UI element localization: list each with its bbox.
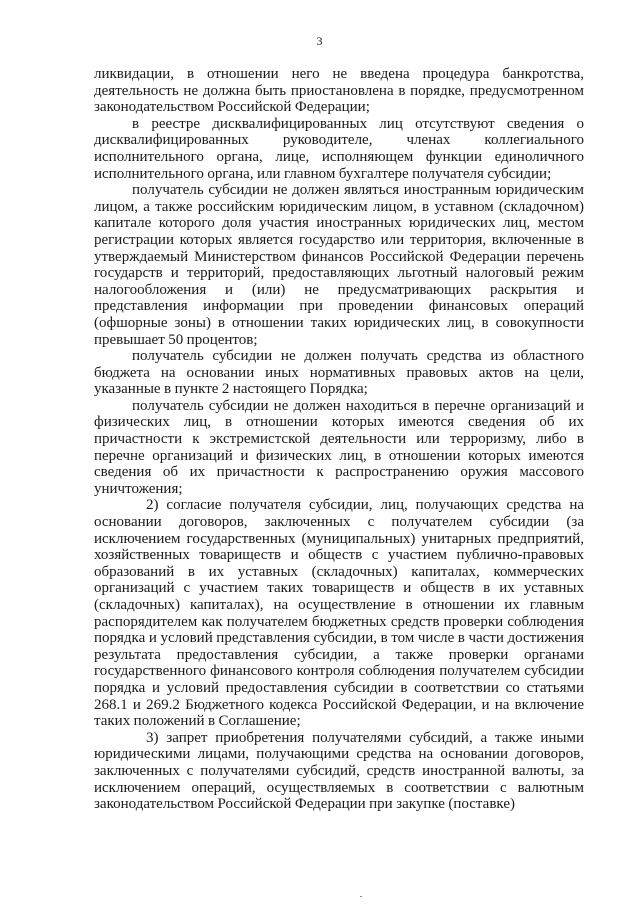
paragraph-item-3-currency-ban: 3) запрет приобретения получателями субсидий, а также иными юридическими лицами, получающими средства на основании договоров, заключенных с получателями субсидий, средств иностранной валюты, за исключением операций, осуществляемых в соответствии с валютным законодательством Российской Федерации при закупке (поставке) xyxy=(94,729,584,813)
paragraph-extremism-list: получатель субсидии не должен находиться в перечне организаций и физических лиц, в отношении которых имеются сведения об их причастности к экстремистской деятельности или терроризму, либо в перечне организаций и физических лиц, в отношении которых имеются сведения об их причастности к распространению оружия массового уничтожения; xyxy=(94,397,584,497)
paragraph-liquidation: ликвидации, в отношении него не введена процедура банкротства, деятельность не должна быть приостановлена в порядке, предусмотренном законодательством Российской Федерации; xyxy=(94,66,584,116)
paragraph-other-budget-funds: получатель субсидии не должен получать средства из областного бюджета на основании иных нормативных правовых актов на цели, указанные в пункте 2 настоящего Порядка; xyxy=(94,348,584,398)
paragraph-foreign-entity: получатель субсидии не должен являться иностранным юридическим лицом, а также российским юридическим лицом, в уставном (складочном) капитале которого доля участия иностранных юридических лиц, местом регистрации которых является государство или территория, включенные в утверждаемый Министерством финансов Российской Федерации перечень государств и территорий, предоставляющих льготный налоговый режим налогообложения и (или) не предусматривающих раскрытия и представления информации при проведении финансовых операций (офшорные зоны) в отношении таких юридических лиц, в совокупности превышает 50 процентов; xyxy=(94,182,584,348)
page-number: 3 xyxy=(316,34,323,48)
paragraph-disqualified-registry: в реестре дисквалифицированных лиц отсутствуют сведения о дисквалифицированных руководителе, членах коллегиального исполнительного органа, лице, исполняющем функции единоличного исполнительного органа, или главном бухгалтере получателя субсидии; xyxy=(94,115,584,182)
document-body xyxy=(94,66,584,813)
scan-speck xyxy=(360,896,362,897)
paragraph-item-2-consent: 2) согласие получателя субсидии, лиц, получающих средства на основании договоров, заключенных с получателем субсидии (за исключением государственных (муниципальных) унитарных предприятий, хозяйственных товариществ и обществ с участием публично-правовых образований в их уставных (складочных) капиталах, коммерческих организаций с участием таких товариществ и обществ в их уставных (складочных) капиталах), на осуществление в отношении их главным распорядителем как получателем бюджетных средств проверки соблюдения порядка и условий представления субсидии, в том числе в части достижения результата предоставления субсидии, а также проверки органами государственного финансового контроля соблюдения получателем субсидии порядка и условий предоставления субсидии в соответствии со статьями 268.1 и 269.2 Бюджетного кодекса Российской Федерации, и на включение таких положений в Соглашение; xyxy=(94,497,584,730)
